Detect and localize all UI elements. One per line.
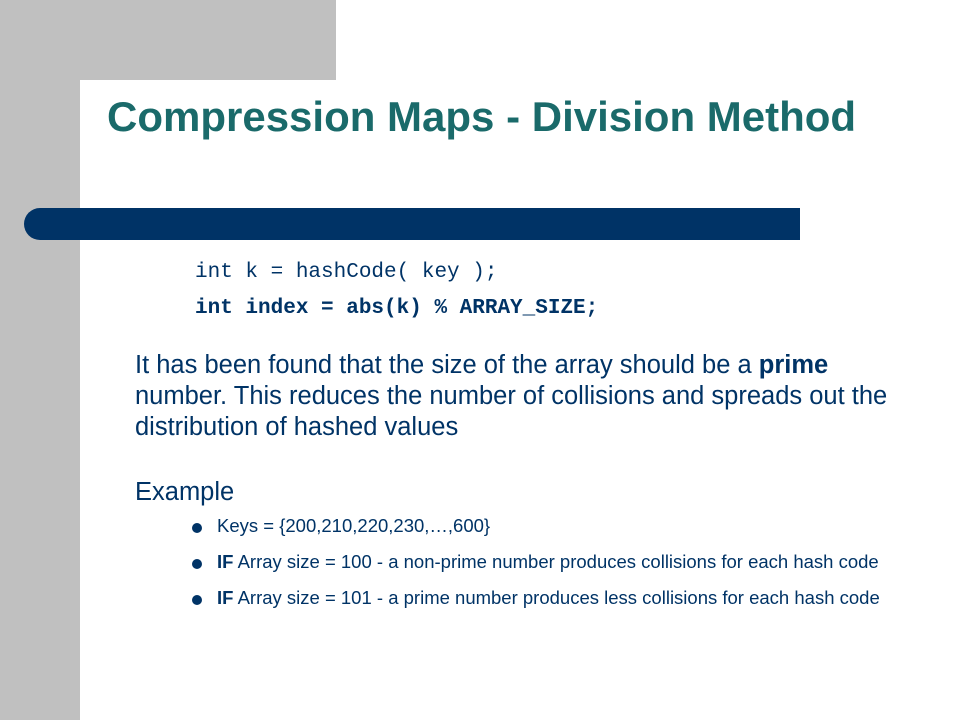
example-heading: Example bbox=[135, 478, 235, 506]
explanation-paragraph bbox=[135, 350, 925, 443]
bullet-keys bbox=[190, 515, 890, 537]
bullet-prefix: IF bbox=[217, 551, 234, 572]
slide-title: Compression Maps - Division Method bbox=[107, 93, 857, 140]
code-line-hashcode: int k = hashCode( key ); bbox=[195, 261, 498, 284]
bullet-text: Array size = 100 - a non-prime number produces collisions for each hash code bbox=[233, 551, 879, 572]
bullet-size-101 bbox=[190, 587, 890, 609]
bullet-dot-icon bbox=[192, 559, 202, 569]
bullet-size-100 bbox=[190, 551, 890, 573]
title-underline-bar bbox=[24, 208, 800, 240]
bullet-dot-icon bbox=[192, 523, 202, 533]
paragraph-text-end: number. This reduces the number of collisions and spreads out the distribution of hashed values bbox=[135, 382, 888, 441]
decorative-left-bar bbox=[0, 0, 80, 720]
bullet-text: Keys = {200,210,220,230,…,600} bbox=[217, 515, 491, 536]
bullet-dot-icon bbox=[192, 595, 202, 605]
code-line-index: int index = abs(k) % ARRAY_SIZE; bbox=[195, 297, 599, 320]
paragraph-emphasis-prime: prime bbox=[758, 351, 829, 379]
bullet-text: Array size = 101 - a prime number produces less collisions for each hash code bbox=[233, 587, 880, 608]
bullet-prefix: IF bbox=[217, 587, 234, 608]
decorative-top-block bbox=[80, 0, 336, 80]
example-bullet-list bbox=[190, 515, 890, 623]
paragraph-text-start: It has been found that the size of the array should be a bbox=[135, 351, 759, 379]
